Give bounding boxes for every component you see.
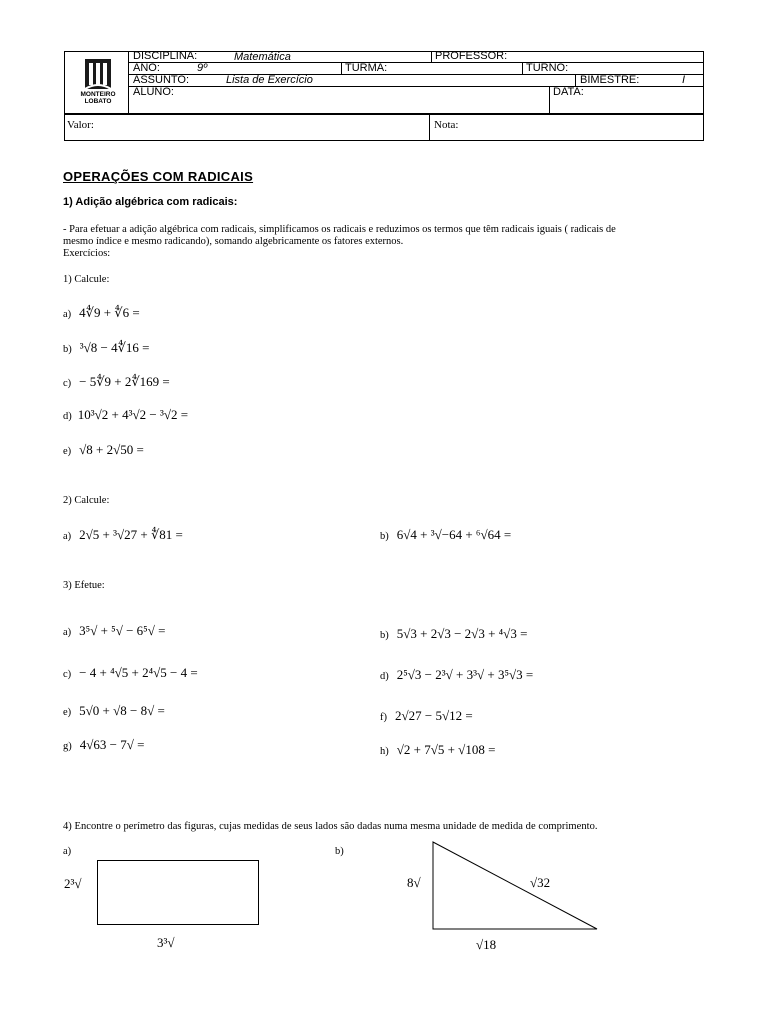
valor-label: Valor: xyxy=(67,119,94,131)
item-letter: d) xyxy=(380,671,389,682)
ano-value: 9º xyxy=(197,62,208,74)
exercise-item xyxy=(63,339,149,357)
header-divider xyxy=(64,113,704,115)
paragraph-line: - Para efetuar a adição algébrica com radicais, simplificamos os radicais e reduzimos os termos que têm radicais iguais ( radicais de xyxy=(63,224,616,235)
turma-label: TURMA: xyxy=(345,62,388,74)
item-letter: b) xyxy=(380,531,389,542)
bimestre-label: BIMESTRE: xyxy=(580,74,640,86)
disciplina-value: Matemática xyxy=(234,51,291,63)
item-letter: g) xyxy=(63,741,72,752)
exercise-item xyxy=(63,373,170,391)
item-expression: 2√5 + ³√27 + ∜81 = xyxy=(79,527,183,542)
triangle-bottom-label: √18 xyxy=(476,937,497,952)
exercise-item xyxy=(380,741,495,759)
item-expression: √8 + 2√50 = xyxy=(79,442,144,457)
header-divider xyxy=(522,62,523,74)
figure-letter: b) xyxy=(335,846,344,857)
data-label: DATA: xyxy=(553,86,584,98)
disciplina-label: DISCIPLINA: xyxy=(133,50,198,62)
paragraph-line: mesmo índice e mesmo radicando), somando algebricamente os fatores externos. xyxy=(63,236,404,247)
nota-label: Nota: xyxy=(434,119,459,131)
bimestre-value: I xyxy=(682,74,686,86)
item-letter: a) xyxy=(63,531,72,542)
header-divider xyxy=(341,62,342,74)
item-expression: 2√27 − 5√12 = xyxy=(395,708,473,723)
page-title: OPERAÇÕES COM RADICAIS xyxy=(63,169,254,184)
item-letter: c) xyxy=(63,378,72,389)
rectangle-bottom-label: 3³√ xyxy=(157,935,175,950)
exercise-item xyxy=(63,304,140,322)
professor-label: PROFESSOR: xyxy=(435,50,508,62)
triangle-figure xyxy=(425,838,605,934)
item-expression: √2 + 7√5 + √108 = xyxy=(396,742,496,757)
rectangle-figure xyxy=(97,860,259,925)
exercise-item xyxy=(63,736,144,754)
exercise-item xyxy=(63,622,165,640)
ano-label: ANO: xyxy=(133,62,160,74)
item-expression: 3⁵√ + ⁵√ − 6⁵√ = xyxy=(79,623,166,638)
question-label: 2) Calcule: xyxy=(63,495,110,506)
section-heading: 1) Adição algébrica com radicais: xyxy=(63,196,238,208)
question-label: 1) Calcule: xyxy=(63,274,110,285)
item-expression: 4√63 − 7√ = xyxy=(79,737,145,752)
triangle-hypotenuse-label: √32 xyxy=(530,875,551,890)
header-divider xyxy=(128,51,129,113)
exercise-item xyxy=(63,526,183,544)
item-expression: 10³√2 + 4³√2 − ³√2 = xyxy=(77,407,189,422)
exercise-item xyxy=(63,702,165,720)
aluno-label: ALUNO: xyxy=(133,86,174,98)
assunto-value: Lista de Exercício xyxy=(226,74,313,86)
rectangle-side-label: 2³√ xyxy=(64,876,82,891)
item-letter: e) xyxy=(63,707,72,718)
item-expression: 2⁵√3 − 2³√ + 3³√ + 3⁵√3 = xyxy=(396,667,534,682)
item-letter: c) xyxy=(63,669,72,680)
item-expression: 4∜9 + ∜6 = xyxy=(79,305,140,320)
item-letter: h) xyxy=(380,746,389,757)
item-letter: b) xyxy=(380,630,389,641)
exercise-item xyxy=(380,707,473,725)
item-letter: d) xyxy=(63,411,72,422)
header-divider xyxy=(128,86,704,87)
assunto-label: ASSUNTO: xyxy=(133,74,190,86)
exercise-item xyxy=(380,625,527,643)
figure-letter: a) xyxy=(63,846,72,857)
question-label: 3) Efetue: xyxy=(63,580,105,591)
item-letter: b) xyxy=(63,344,72,355)
triangle-left-label: 8√ xyxy=(407,875,421,890)
item-expression: − 4 + ⁴√5 + 2⁴√5 − 4 = xyxy=(79,665,198,680)
exercise-item xyxy=(63,406,188,424)
item-letter: e) xyxy=(63,446,72,457)
header-divider xyxy=(429,113,430,141)
item-expression: ³√8 − 4∜16 = xyxy=(79,340,150,355)
exercise-item xyxy=(63,664,198,682)
item-letter: a) xyxy=(63,309,72,320)
exercise-item xyxy=(380,526,511,544)
item-expression: − 5∜9 + 2∜169 = xyxy=(79,374,170,389)
header-divider xyxy=(431,51,432,62)
turno-label: TURNO: xyxy=(526,62,569,74)
item-expression: 6√4 + ³√−64 + ⁶√64 = xyxy=(396,527,512,542)
exercise-item xyxy=(380,666,533,684)
question-label: 4) Encontre o perímetro das figuras, cujas medidas de seus lados são dadas numa mesma unidade de medida de comprimento. xyxy=(63,821,598,832)
header-divider xyxy=(575,74,576,86)
header-divider xyxy=(128,62,704,63)
logo-text: MONTEIRO LOBATO xyxy=(80,91,116,105)
item-expression: 5√3 + 2√3 − 2√3 + ⁴√3 = xyxy=(396,626,528,641)
item-letter: a) xyxy=(63,627,72,638)
item-letter: f) xyxy=(380,712,387,723)
exercicios-label: Exercícios: xyxy=(63,248,111,259)
header-divider xyxy=(549,86,550,113)
item-expression: 5√0 + √8 − 8√ = xyxy=(79,703,165,718)
exercise-item xyxy=(63,441,144,459)
